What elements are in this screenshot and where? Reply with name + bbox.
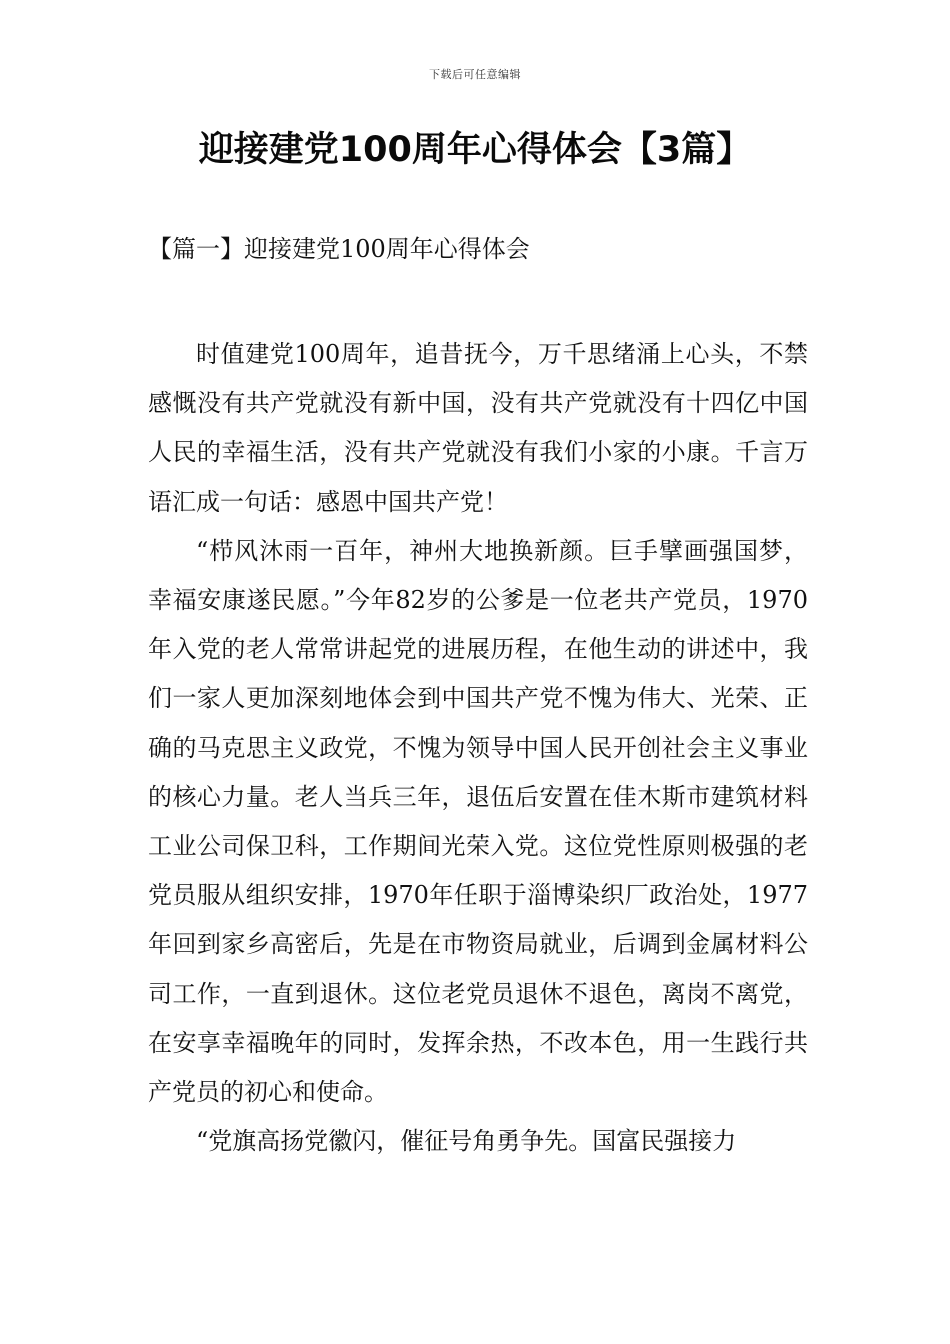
paragraph: 时值建党100周年，追昔抚今，万千思绪涌上心头，不禁感慨没有共产党就没有新中国，没有共产党就没有十四亿中国人民的幸福生活，没有共产党就没有我们小家的小康。千言万语汇成一句话：感恩中国共产党！: [148, 340, 808, 516]
paragraph: “栉风沐雨一百年，神州大地换新颜。巨手擘画强国梦，幸福安康遂民愿。”今年82岁的公爹是一位老共产党员，1970年入党的老人常常讲起党的进展历程，在他生动的讲述中，我们一家人更加深刻地体会到中国共产党不愧为伟大、光荣、正确的马克思主义政党，不愧为领导中国人民开创社会主义事业的核心力量。老人当兵三年，退伍后安置在佳木斯市建筑材料工业公司保卫科，工作期间光荣入党。这位党性原则极强的老党员服从组织安排，1970年任职于淄博染织厂政治处，1977年回到家乡高密后，先是在市物资局就业，后调到金属材料公司工作，一直到退休。这位老党员退休不退色，离岗不离党，在安享幸福晚年的同时，发挥余热，不改本色，用一生践行共产党员的初心和使命。: [148, 536, 808, 1107]
document-title: 迎接建党100周年心得体会【3篇】: [198, 130, 752, 170]
body-text: [148, 330, 808, 1166]
section-heading: 【篇一】迎接建党100周年心得体会: [148, 235, 530, 263]
header-note: 下载后可任意编辑: [429, 68, 521, 81]
paragraph: “党旗高扬党徽闪，催征号角勇争先。国富民强接力: [196, 1127, 737, 1156]
